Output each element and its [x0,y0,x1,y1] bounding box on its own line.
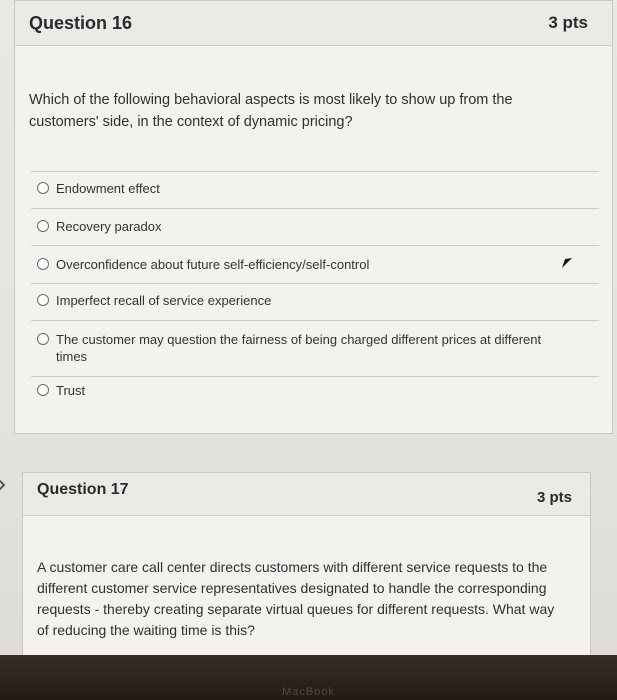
prompt-divider [31,171,599,172]
question-17-card [22,472,591,664]
answer-option-label: Imperfect recall of service experience [56,293,272,308]
question-16-card [14,0,613,434]
radio-button[interactable] [37,220,49,232]
answer-option-label: Recovery paradox [56,219,162,234]
option-divider [31,376,599,377]
question-16-prompt: Which of the following behavioral aspects is most likely to show up from the customers' side, in the context of dynamic pricing? [29,92,513,130]
answer-option-overconfidence[interactable] [37,256,567,273]
question-17-prompt: A customer care call center directs customers with different service requests to the different customer service representatives designated to handle the corresponding requests - thereby creating separate virtual queues for different requests. What way of reducing the waiting time is this? [37,559,555,638]
radio-button[interactable] [37,333,49,345]
chevron-right-icon [0,476,8,494]
answer-option-trust[interactable] [37,382,567,399]
radio-button[interactable] [37,182,49,194]
answer-option-recovery-paradox[interactable] [37,218,567,235]
radio-button[interactable] [37,384,49,396]
answer-option-label: Overconfidence about future self-efficiency/self-control [56,257,370,272]
mouse-pointer-icon [560,254,574,270]
answer-option-label: Trust [56,383,86,398]
bezel-label: MacBook [282,686,335,698]
question-16-title: Question 16 [29,13,133,33]
answer-option-imperfect-recall[interactable] [37,292,567,309]
option-divider [31,283,599,284]
question-17-header [23,473,590,516]
answer-option-label: Endowment effect [56,181,160,196]
question-16-header [15,1,612,46]
laptop-bezel [0,655,617,700]
radio-button[interactable] [37,294,49,306]
option-divider [31,245,599,246]
option-divider [31,320,599,321]
answer-option-label: The customer may question the fairness of being charged different prices at different times [56,332,542,364]
answer-option-fairness[interactable] [37,331,567,365]
question-17-title: Question 17 [37,481,129,498]
question-16-points: 3 pts [548,13,588,32]
question-17-points: 3 pts [536,489,572,506]
option-divider [31,208,599,209]
radio-button[interactable] [37,258,49,270]
answer-option-endowment-effect[interactable] [37,180,567,197]
